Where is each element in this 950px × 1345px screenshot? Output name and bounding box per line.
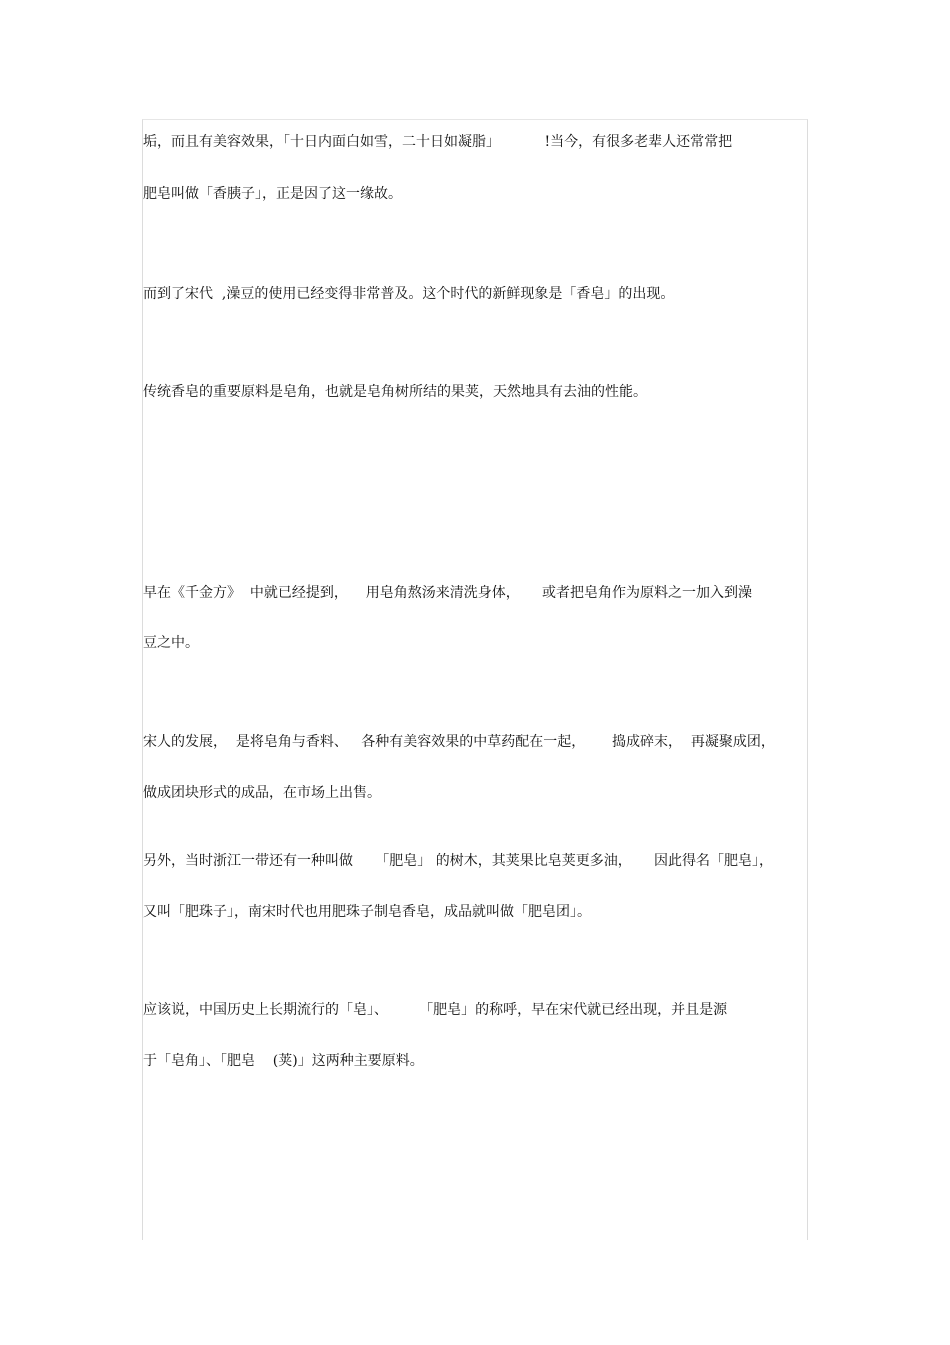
text-line: 应该说，中国历史上长期流行的「皂」、 「肥皂」的称呼，早在宋代就已经出现，并且是源	[143, 1002, 728, 1018]
text-line: 另外，当时浙江一带还有一种叫做 「肥皂」 的树木，其荚果比皂荚更多油， 因此得名「肥皂」，	[143, 853, 773, 869]
text-line: 垢，而且有美容效果，「十日内面白如雪，二十日如凝脂」 !当今，有很多老辈人还常常把	[143, 134, 733, 150]
text-line: 宋人的发展， 是将皂角与香料、 各种有美容效果的中草药配在一起， 捣成碎末， 再凝聚成团，	[143, 734, 775, 750]
text-line: 而到了宋代 ,澡豆的使用已经变得非常普及。这个时代的新鲜现象是「香皂」的出现。	[143, 286, 675, 302]
text-line: 肥皂叫做「香胰子」，正是因了这一缘故。	[143, 186, 402, 202]
text-line: 于「皂角」、「肥皂 (荚)」这两种主要原料。	[143, 1053, 424, 1069]
text-line: 传统香皂的重要原料是皂角，也就是皂角树所结的果荚，天然地具有去油的性能。	[143, 384, 647, 400]
text-line: 早在《千金方》 中就已经提到， 用皂角熬汤来清洗身体， 或者把皂角作为原料之一加入到澡	[143, 585, 752, 601]
text-line: 豆之中。	[143, 635, 199, 651]
text-line: 做成团块形式的成品，在市场上出售。	[143, 785, 381, 801]
text-line: 又叫「肥珠子」，南宋时代也用肥珠子制皂香皂，成品就叫做「肥皂团」。	[143, 904, 591, 920]
